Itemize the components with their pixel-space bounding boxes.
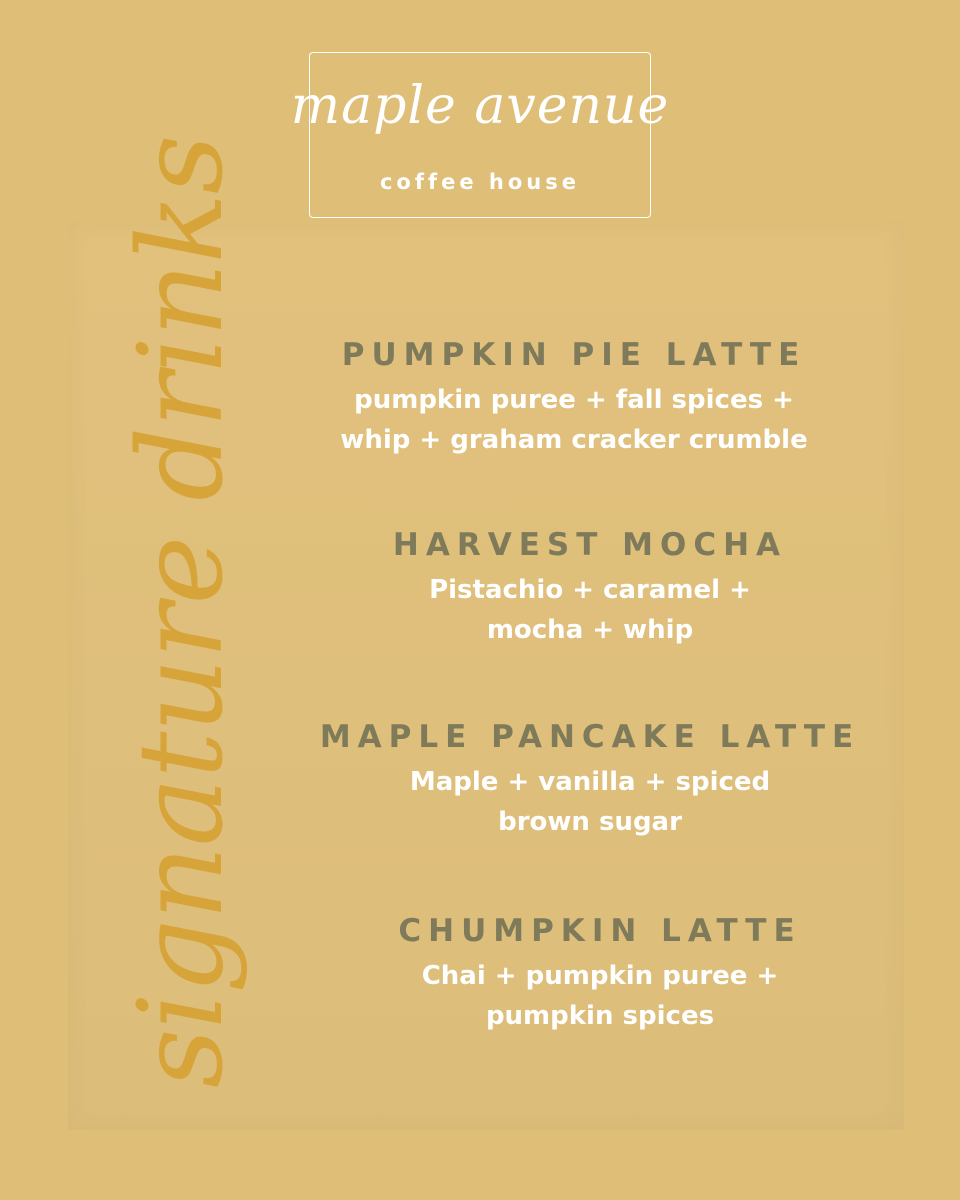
drink-description-line: whip + graham cracker crumble (340, 425, 808, 456)
drink-name: MAPLE PANCAKE LATTE (319, 719, 861, 755)
logo-title: maple avenue (290, 76, 670, 136)
drink-item-pumpkin-pie-latte (274, 338, 874, 460)
drink-description (300, 956, 900, 1036)
drink-name: CHUMPKIN LATTE (398, 913, 802, 949)
drink-description-line: Pistachio + caramel + (429, 575, 751, 606)
drink-name: HARVEST MOCHA (392, 527, 788, 563)
drink-name: PUMPKIN PIE LATTE (341, 337, 807, 373)
logo-subtitle: coffee house (379, 170, 580, 194)
drink-item-chumpkin-latte (300, 914, 900, 1036)
drink-description-line: mocha + whip (486, 615, 694, 646)
drink-item-maple-pancake-latte (290, 720, 890, 842)
drink-description-line: brown sugar (498, 807, 682, 838)
drink-description-line: pumpkin puree + fall spices + (354, 385, 794, 416)
drink-description (290, 570, 890, 650)
drink-item-harvest-mocha (290, 528, 890, 650)
drink-description-line: Chai + pumpkin puree + (421, 961, 779, 992)
drink-description (274, 380, 874, 460)
drink-description-line: pumpkin spices (485, 1001, 715, 1032)
drink-description-line: Maple + vanilla + spiced (409, 767, 771, 798)
section-title: signature drinks (114, 135, 249, 1088)
drink-description (290, 762, 890, 842)
